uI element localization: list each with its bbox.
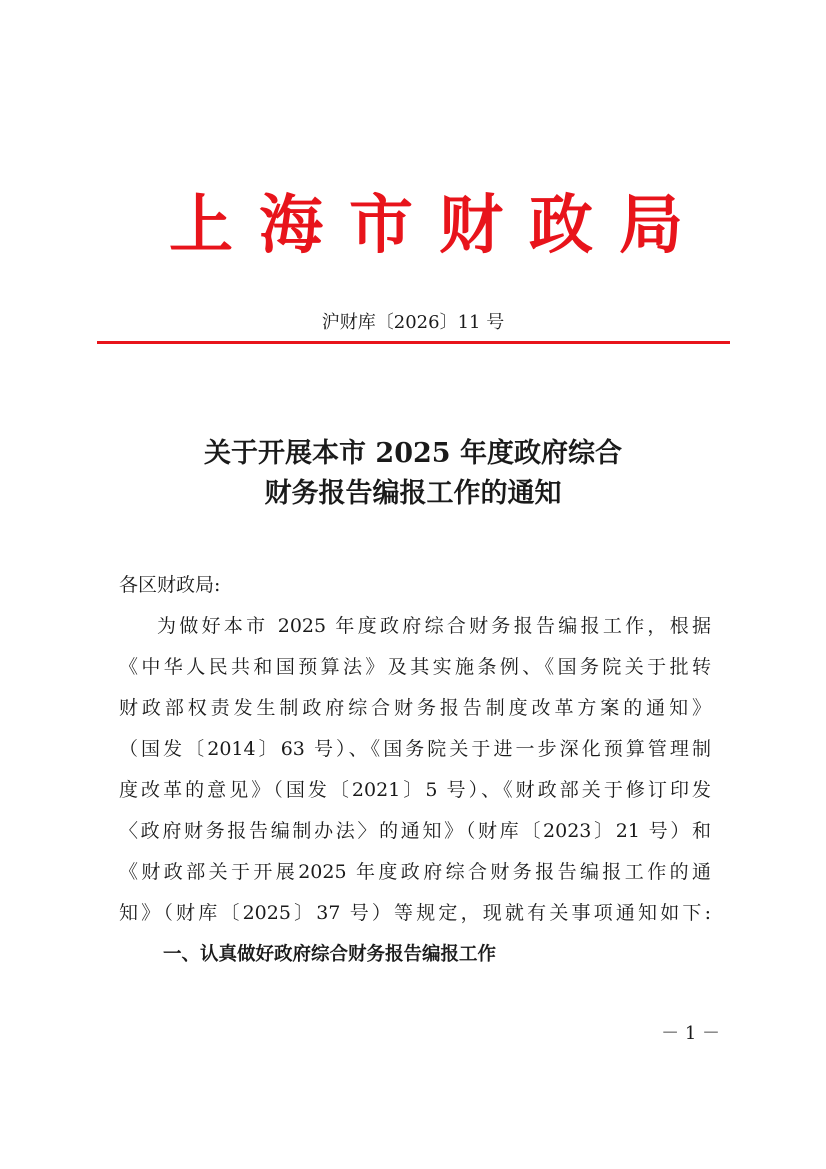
issuer-name: 上海市财政局 [169, 188, 709, 263]
title-line-1: 关于开展本市 2025 年度政府综合 [204, 438, 622, 469]
paragraph-1 [119, 606, 711, 934]
section-heading-1: 一、认真做好政府综合财务报告编报工作 [163, 944, 497, 965]
title-line-2: 财务报告编报工作的通知 [264, 478, 562, 509]
paragraph-line: 度改革的意见》（国发〔2021〕5 号）、《财政部关于修订印发 [119, 779, 711, 801]
paragraph-line: 知》（财库〔2025〕37 号）等规定，现就有关事项通知如下: [119, 902, 711, 924]
paragraph-line: 财政部权责发生制政府综合财务报告制度改革方案的通知》 [119, 697, 711, 719]
paragraph-line: （国发〔2014〕63 号）、《国务院关于进一步深化预算管理制 [119, 738, 711, 760]
document-body [119, 565, 711, 975]
paragraph-line: 《中华人民共和国预算法》及其实施条例、《国务院关于批转 [119, 656, 711, 678]
paragraph-line: 《财政部关于开展2025 年度政府综合财务报告编报工作的通 [119, 861, 711, 883]
salutation: 各区财政局: [119, 574, 221, 596]
document-title [0, 434, 826, 514]
paragraph-line: 为做好本市 2025 年度政府综合财务报告编报工作，根据 [157, 615, 711, 637]
paragraph-line: 〈政府财务报告编制办法〉的通知》（财库〔2023〕21 号）和 [119, 820, 711, 842]
red-separator-line [97, 341, 730, 344]
document-number: 沪财库〔2026〕11 号 [321, 312, 505, 333]
page-number: － 1 － [661, 1023, 720, 1044]
